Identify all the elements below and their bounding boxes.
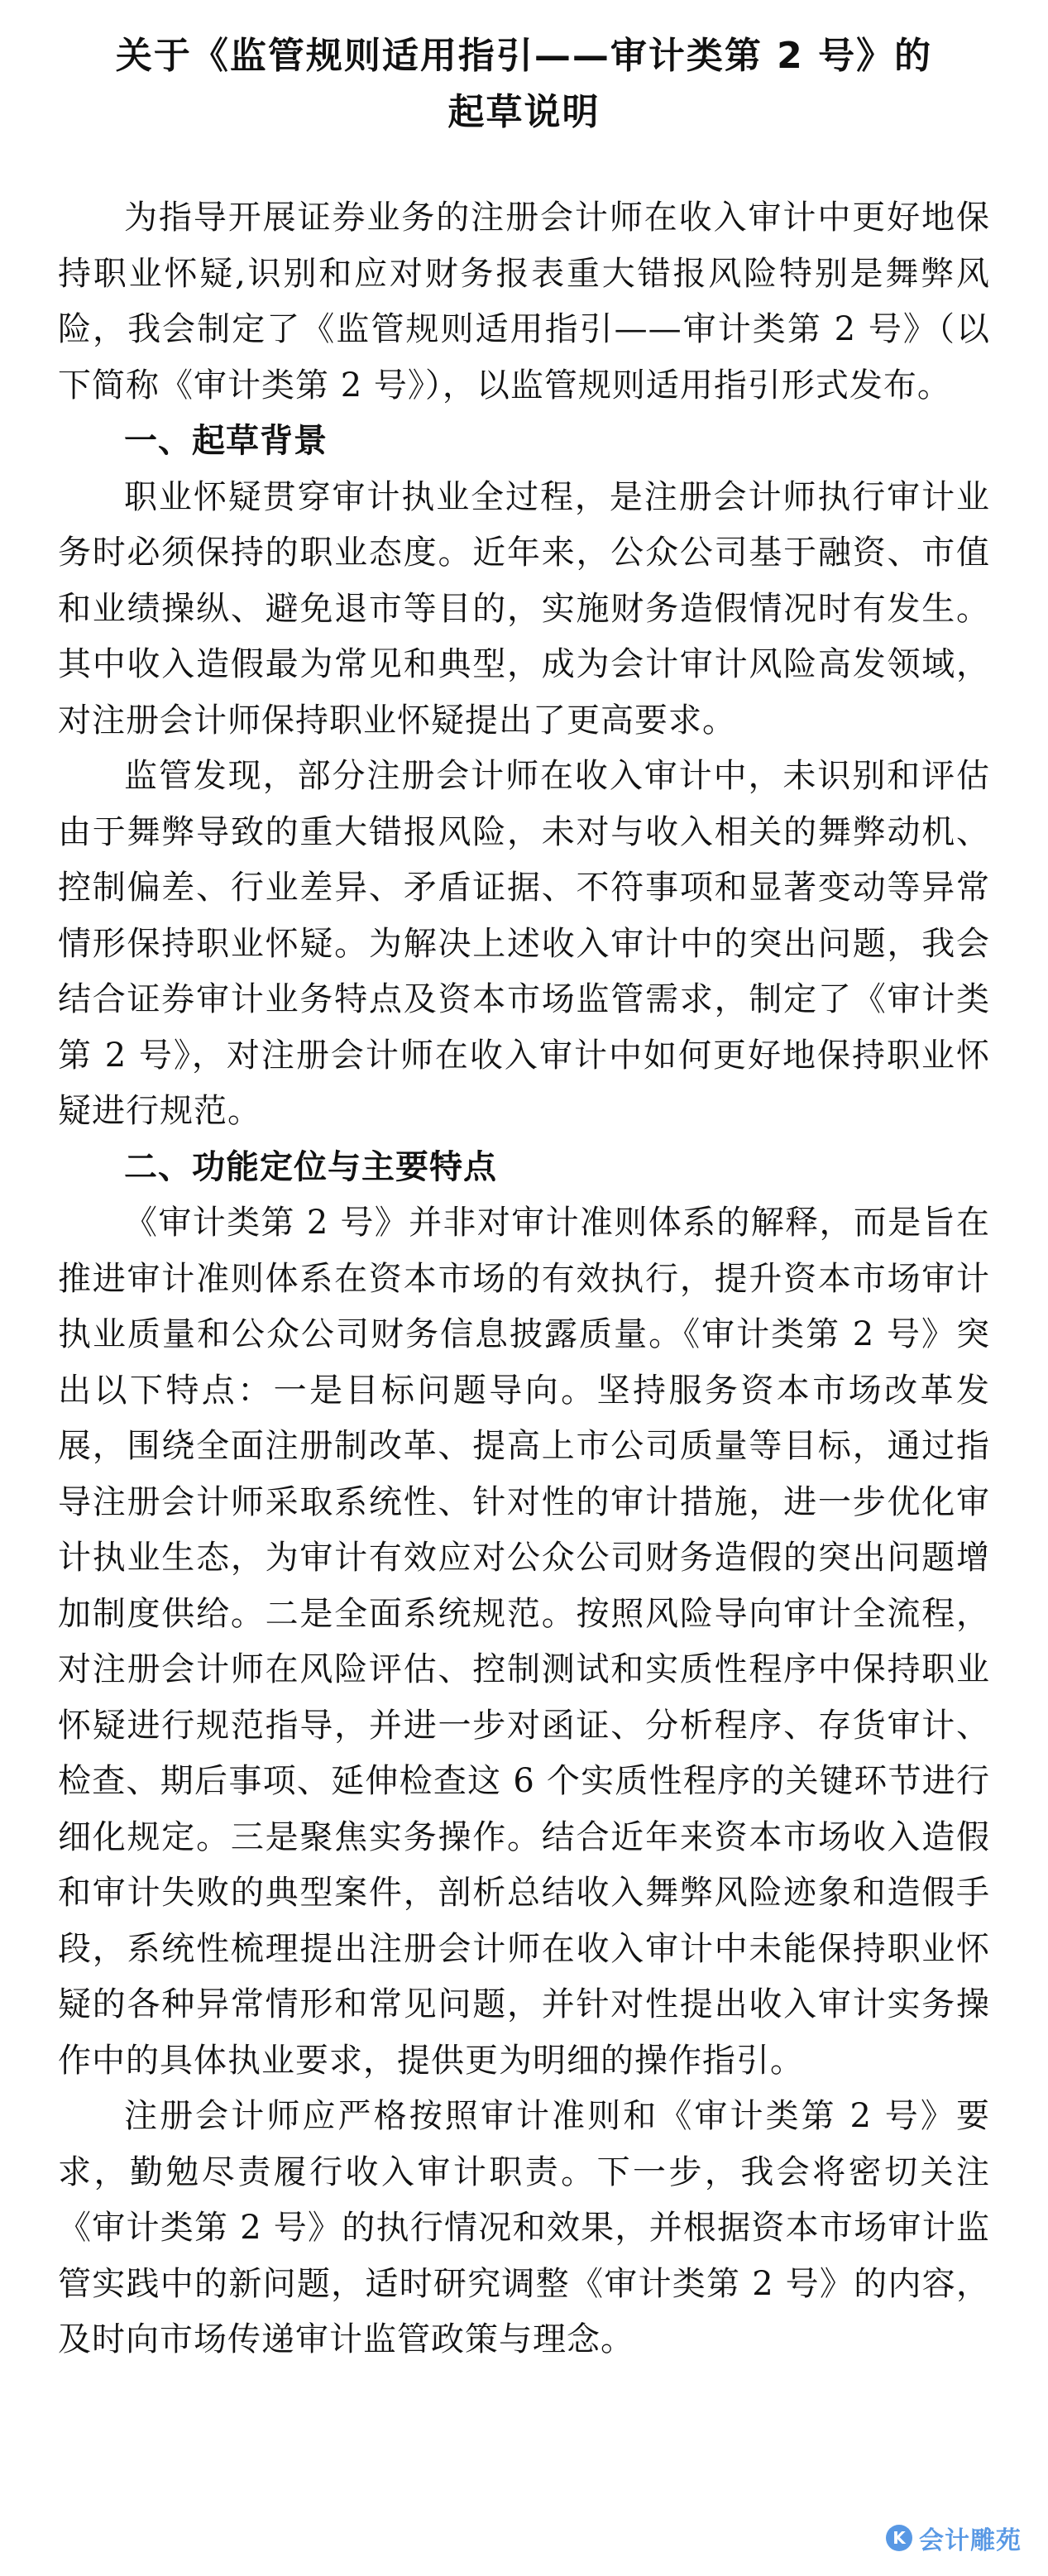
section-heading-features: 二、功能定位与主要特点 [124, 1147, 497, 1186]
watermark-logo-icon: K [886, 2525, 912, 2551]
document-body [58, 190, 990, 2368]
features-paragraph: 《审计类第 2 号》并非对审计准则体系的解释，而是旨在推进审计准则体系在资本市场的有效执行，提升资本市场审计执业质量和公众公司财务信息披露质量。《审计类第 2 号》突出以下特点：一是目标问题导向。坚持服务资本市场改革发展，围绕全面注册制改革、提高上市公司质量等目标，通过指导注册会计师采取系统性、针对性的审计措施，进一步优化审计执业生态，为审计有效应对公众公司财务造假的突出问题增加制度供给。二是全面系统规范。按照风险导向审计全流程，对注册会计师在风险评估、控制测试和实质性程序中保持职业怀疑进行规范指导，并进一步对函证、分析程序、存货审计、检查、期后事项、延伸检查这 6 个实质性程序的关键环节进行细化规定。三是聚焦实务操作。结合近年来资本市场收入造假和审计失败的典型案件，剖析总结收入舞弊风险迹象和造假手段，系统性梳理提出注册会计师在收入审计中未能保持职业怀疑的各种异常情形和常见问题，并针对性提出收入审计实务操作中的具体执业要求，提供更为明细的操作指引。 [58, 1204, 990, 2080]
watermark-text: 会计雕苑 [919, 2526, 1022, 2555]
title-line-2: 起草说明 [447, 91, 601, 133]
watermark [886, 2520, 1022, 2556]
background-paragraph-1: 职业怀疑贯穿审计执业全过程，是注册会计师执行审计业务时必须保持的职业态度。近年来，公众公司基于融资、市值和业绩操纵、避免退市等目的，实施财务造假情况时有发生。其中收入造假最为常见和典型，成为会计审计风险高发领域，对注册会计师保持职业怀疑提出了更高要求。 [58, 477, 990, 740]
closing-paragraph: 注册会计师应严格按照审计准则和《审计类第 2 号》要求，勤勉尽责履行收入审计职责。下一步，我会将密切关注《审计类第 2 号》的执行情况和效果，并根据资本市场审计监管实践中的新问题，适时研究调整《审计类第 2 号》的内容，及时向市场传递审计监管政策与理念。 [58, 2097, 990, 2358]
background-paragraph-2: 监管发现，部分注册会计师在收入审计中，未识别和评估由于舞弊导致的重大错报风险，未对与收入相关的舞弊动机、控制偏差、行业差异、矛盾证据、不符事项和显著变动等异常情形保持职业怀疑。为解决上述收入审计中的突出问题，我会结合证券审计业务特点及资本市场监管需求，制定了《审计类第 2 号》，对注册会计师在收入审计中如何更好地保持职业怀疑进行规范。 [58, 757, 990, 1130]
title-line-1: 关于《监管规则适用指引——审计类第 2 号》的 [115, 35, 933, 77]
section-heading-background: 一、起草背景 [124, 422, 328, 460]
document-title [58, 28, 990, 141]
intro-paragraph: 为指导开展证券业务的注册会计师在收入审计中更好地保持职业怀疑,识别和应对财务报表重大错报风险特别是舞弊风险，我会制定了《监管规则适用指引——审计类第 2 号》（以下简称《审计类第 2 号》），以监管规则适用指引形式发布。 [58, 199, 990, 405]
